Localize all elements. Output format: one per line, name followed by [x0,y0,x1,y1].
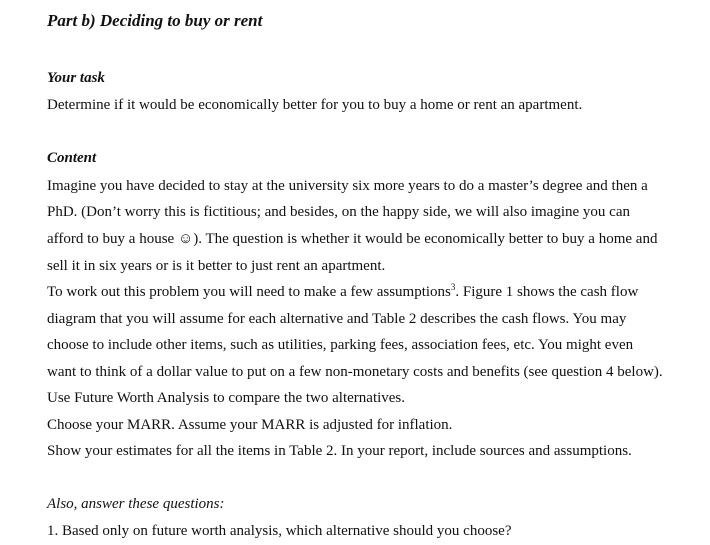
content-heading: Content [47,150,97,166]
questions-heading: Also, answer these questions: [47,496,225,512]
content-line-4: sell it in six years or is it better to just rent an apartment. [47,258,386,274]
content-line-2: PhD. (Don’t worry this is fictitious; and besides, on the happy side, we will also imagine you can [47,204,630,220]
footnote-marker: 3 [450,282,456,292]
content-line-8: want to think of a dollar value to put on a few non-monetary costs and benefits (see question 4 below). [47,364,663,380]
content-line-11: Show your estimates for all the items in Table 2. In your report, include sources and assumptions. [47,443,632,459]
assumptions-text: To work out this problem you will need to make a few assumptions [47,284,451,300]
cash-flow-text: . Figure 1 shows the cash flow [455,284,639,300]
task-text: Determine if it would be economically better for you to buy a home or rent an apartment. [47,97,583,113]
question-1: 1. Based only on future worth analysis, which alternative should you choose? [47,523,512,539]
content-line-5 [47,283,638,301]
content-line-9: Use Future Worth Analysis to compare the two alternatives. [47,390,406,406]
content-line-7: choose to include other items, such as utilities, parking fees, association fees, etc. You might even [47,337,634,353]
content-line-3: afford to buy a house ☺). The question is whether it would be economically better to buy a home and [47,231,658,247]
content-line-10: Choose your MARR. Assume your MARR is adjusted for inflation. [47,417,453,433]
content-line-6: diagram that you will assume for each alternative and Table 2 describes the cash flows. You may [47,311,627,327]
content-line-1: Imagine you have decided to stay at the university six more years to do a master’s degree and then a [47,178,648,194]
your-task-heading: Your task [47,70,105,86]
section-title: Part b) Deciding to buy or rent [47,11,263,30]
